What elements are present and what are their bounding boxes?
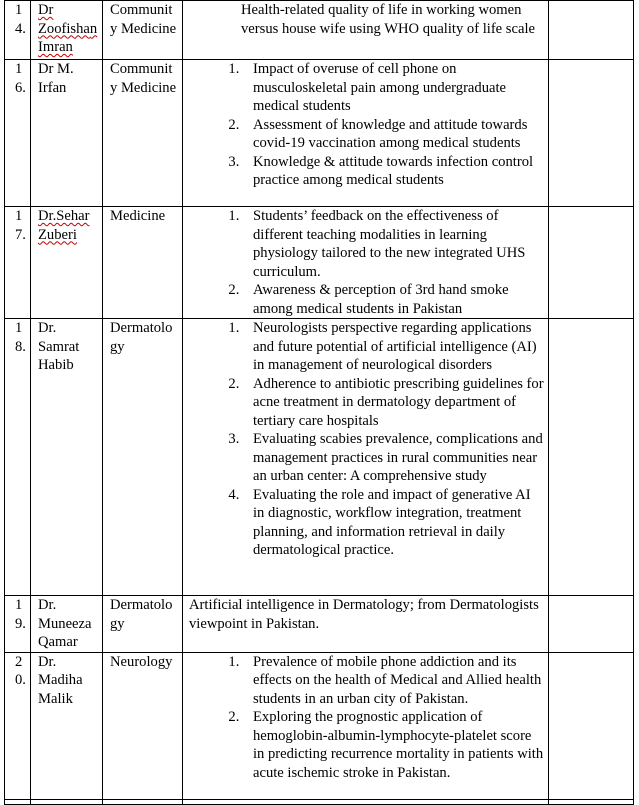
- row-number: 17.: [15, 208, 26, 243]
- row-number: 18.: [15, 320, 26, 355]
- row-number: 14.: [15, 2, 26, 37]
- list-item: 3. Evaluating scabies prevalence, complications and management practices in rural communities near an urban center: A comprehensive study: [243, 430, 545, 486]
- research-topic-list: [189, 207, 545, 318]
- faculty-research-table: [4, 0, 634, 805]
- table-row: [5, 207, 634, 319]
- list-item: 1. Neurologists perspective regarding applications and future potential of artificial intelligence (AI) in management of neurological disorders: [243, 319, 545, 375]
- list-item: 1. Prevalence of mobile phone addiction and its effects on the health of Medical and Allied health students in an urban city of Pakistan.: [243, 653, 545, 709]
- remarks-cell: [549, 207, 634, 319]
- remarks-cell: [549, 652, 634, 799]
- table-row: [5, 652, 634, 799]
- list-item: 2. Awareness & perception of 3rd hand smoke among medical students in Pakistan: [243, 281, 545, 318]
- list-item: 1. Students’ feedback on the effectiveness of different teaching modalities in learning physiology tailored to the new integrated UHS curriculum.: [243, 207, 545, 281]
- remarks-cell: [549, 596, 634, 653]
- department: Community Medicine: [103, 60, 183, 207]
- faculty-name: Dr.Sehar Zuberi: [38, 208, 90, 243]
- research-topic-list: [189, 60, 545, 190]
- department: Community Medicine: [103, 1, 183, 60]
- list-item: 4. Evaluating the role and impact of generative AI in diagnostic, workflow integration, treatment planning, and information retrieval in daily dermatological practice.: [243, 486, 545, 560]
- table-row: [5, 60, 634, 207]
- department: Medicine: [103, 207, 183, 319]
- list-item: 2. Adherence to antibiotic prescribing guidelines for acne treatment in dermatology department of tertiary care hospitals: [243, 375, 545, 431]
- research-topic: Health-related quality of life in working women versus house wife using WHO quality of life scale: [241, 2, 535, 37]
- misspelled-word: Dr: [38, 2, 54, 18]
- faculty-name: Dr M. Irfan: [31, 60, 103, 207]
- remarks-cell: [549, 319, 634, 596]
- table-row: [5, 1, 634, 60]
- list-item: 1. Impact of overuse of cell phone on musculoskeletal pain among undergraduate medical students: [243, 60, 545, 116]
- department: Dermatology: [103, 596, 183, 653]
- table-row: [5, 596, 634, 653]
- faculty-name: Dr. Samrat Habib: [31, 319, 103, 596]
- faculty-name: Dr. Madiha Malik: [31, 652, 103, 799]
- faculty-name: Dr Zoofishan Imran: [31, 1, 103, 60]
- table-row: [5, 319, 634, 596]
- table-row: [5, 799, 634, 804]
- list-item: 2. Assessment of knowledge and attitude towards covid-19 vaccination among medical students: [243, 116, 545, 153]
- department: Dermatology: [103, 319, 183, 596]
- research-topic: Artificial intelligence in Dermatology; from Dermatologists viewpoint in Pakistan.: [189, 597, 539, 632]
- department: Neurology: [103, 652, 183, 799]
- research-topic-list: [189, 653, 545, 783]
- research-topic-list: [189, 319, 545, 560]
- row-number: 20.: [15, 653, 26, 688]
- remarks-cell: [549, 60, 634, 207]
- list-item: 2. Exploring the prognostic application of hemoglobin-albumin-lymphocyte-platelet score in predicting recurrence mortality in patients with acute ischemic stroke in Pakistan.: [243, 708, 545, 782]
- list-item: 3. Knowledge & attitude towards infection control practice among medical students: [243, 153, 545, 190]
- faculty-name: Dr. Muneeza Qamar: [31, 596, 103, 653]
- row-number: 16.: [15, 61, 26, 96]
- remarks-cell: [549, 1, 634, 60]
- row-number: 19.: [15, 597, 26, 632]
